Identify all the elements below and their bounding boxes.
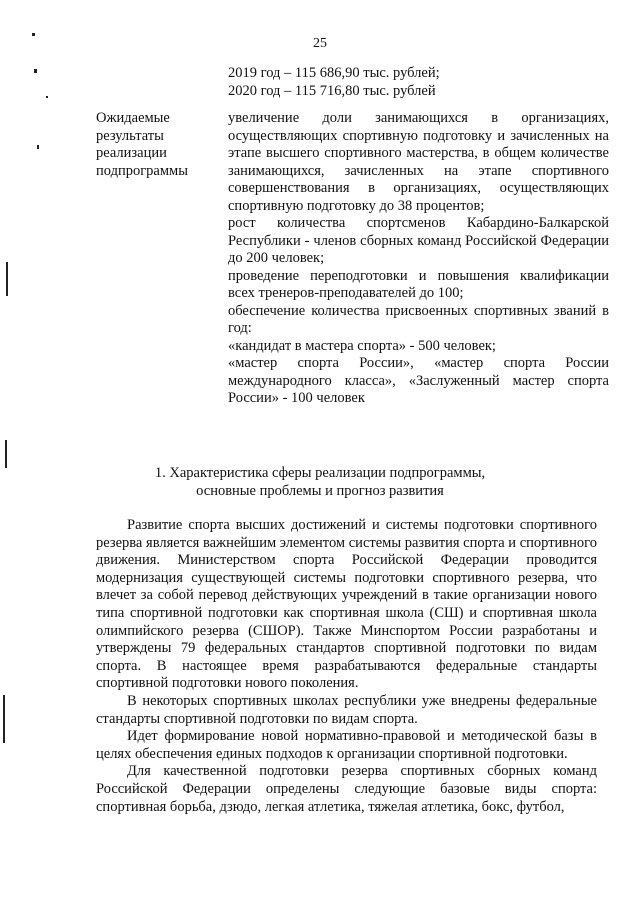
section-heading-line1: 1. Характеристика сферы реализации подпрограммы,: [154, 465, 486, 481]
result-item: «кандидат в мастера спорта» - 500 человек;: [228, 337, 496, 354]
result-item: обеспечение количества присвоенных спортивных званий в год:: [228, 302, 609, 336]
scan-mark: [46, 96, 48, 98]
section-heading-line2: основные проблемы и прогноз развития: [196, 483, 444, 499]
section-heading: [0, 464, 640, 500]
scan-mark: [37, 145, 39, 149]
funding-2020: 2020 год – 115 716,80 тыс. рублей: [228, 83, 436, 99]
body-paragraph: Идет формирование новой нормативно-правовой и методической базы в целях обеспечения единых подходов к организации спортивной подготовки.: [96, 728, 597, 762]
results-label: Ожидаемые результаты реализации подпрограммы: [96, 110, 188, 179]
result-item: рост количества спортсменов Кабардино-Балкарской Республики - членов сборных команд Российской Федерации до 200 человек;: [228, 215, 609, 266]
results-list: [228, 110, 609, 408]
scan-mark: [34, 69, 37, 73]
scan-mark: [3, 695, 5, 743]
body-paragraph: Для качественной подготовки резерва спортивных сборных команд Российской Федерации определены следующие базовые виды спорта: спортивная борьба, дзюдо, легкая атлетика, тяжелая атлетика, бокс, футбол,: [96, 763, 597, 815]
scan-mark: [6, 262, 8, 296]
body-paragraph: В некоторых спортивных школах республики уже внедрены федеральные стандарты спортивной подготовки по видам спорта.: [96, 692, 597, 727]
funding-2019: 2019 год – 115 686,90 тыс. рублей;: [228, 65, 440, 81]
body-paragraph: Развитие спорта высших достижений и системы подготовки спортивного резерва является важнейшим элементом системы развития спорта и спортивного движения. Министерством спорта Российской Федерации проводится модернизация существующей системы подготовки спортивного резерва, что влечет за собой перевод действующих учреждений в такие организации нового типа спортивной подготовки как спортивная школа (СШ) и спортивная школа олимпийского резерва (СШОР). Также Минспортом России разработаны и утверждены 79 федеральных стандартов спортивной подготовки по видам спорта. В настоящее время разрабатываются федеральные стандарты спортивной подготовки нового поколения.: [96, 517, 597, 692]
result-item: «мастер спорта России», «мастер спорта России международного класса», «Заслуженный мастер спорта России» - 100 человек: [228, 355, 609, 406]
result-item: увеличение доли занимающихся в организациях, осуществляющих спортивную подготовку и зачисленных на этапе высшего спортивного мастерства, в общем количестве занимающихся, зачисленных на этапе спортивного совершенствования в организациях, осуществляющих спортивную подготовку до 38 процентов;: [228, 110, 609, 214]
funding-lines: [228, 64, 440, 100]
page-number: 25: [313, 36, 327, 51]
section-body: [96, 517, 597, 816]
result-item: проведение переподготовки и повышения квалификации всех тренеров-преподавателей до 100;: [228, 267, 609, 301]
